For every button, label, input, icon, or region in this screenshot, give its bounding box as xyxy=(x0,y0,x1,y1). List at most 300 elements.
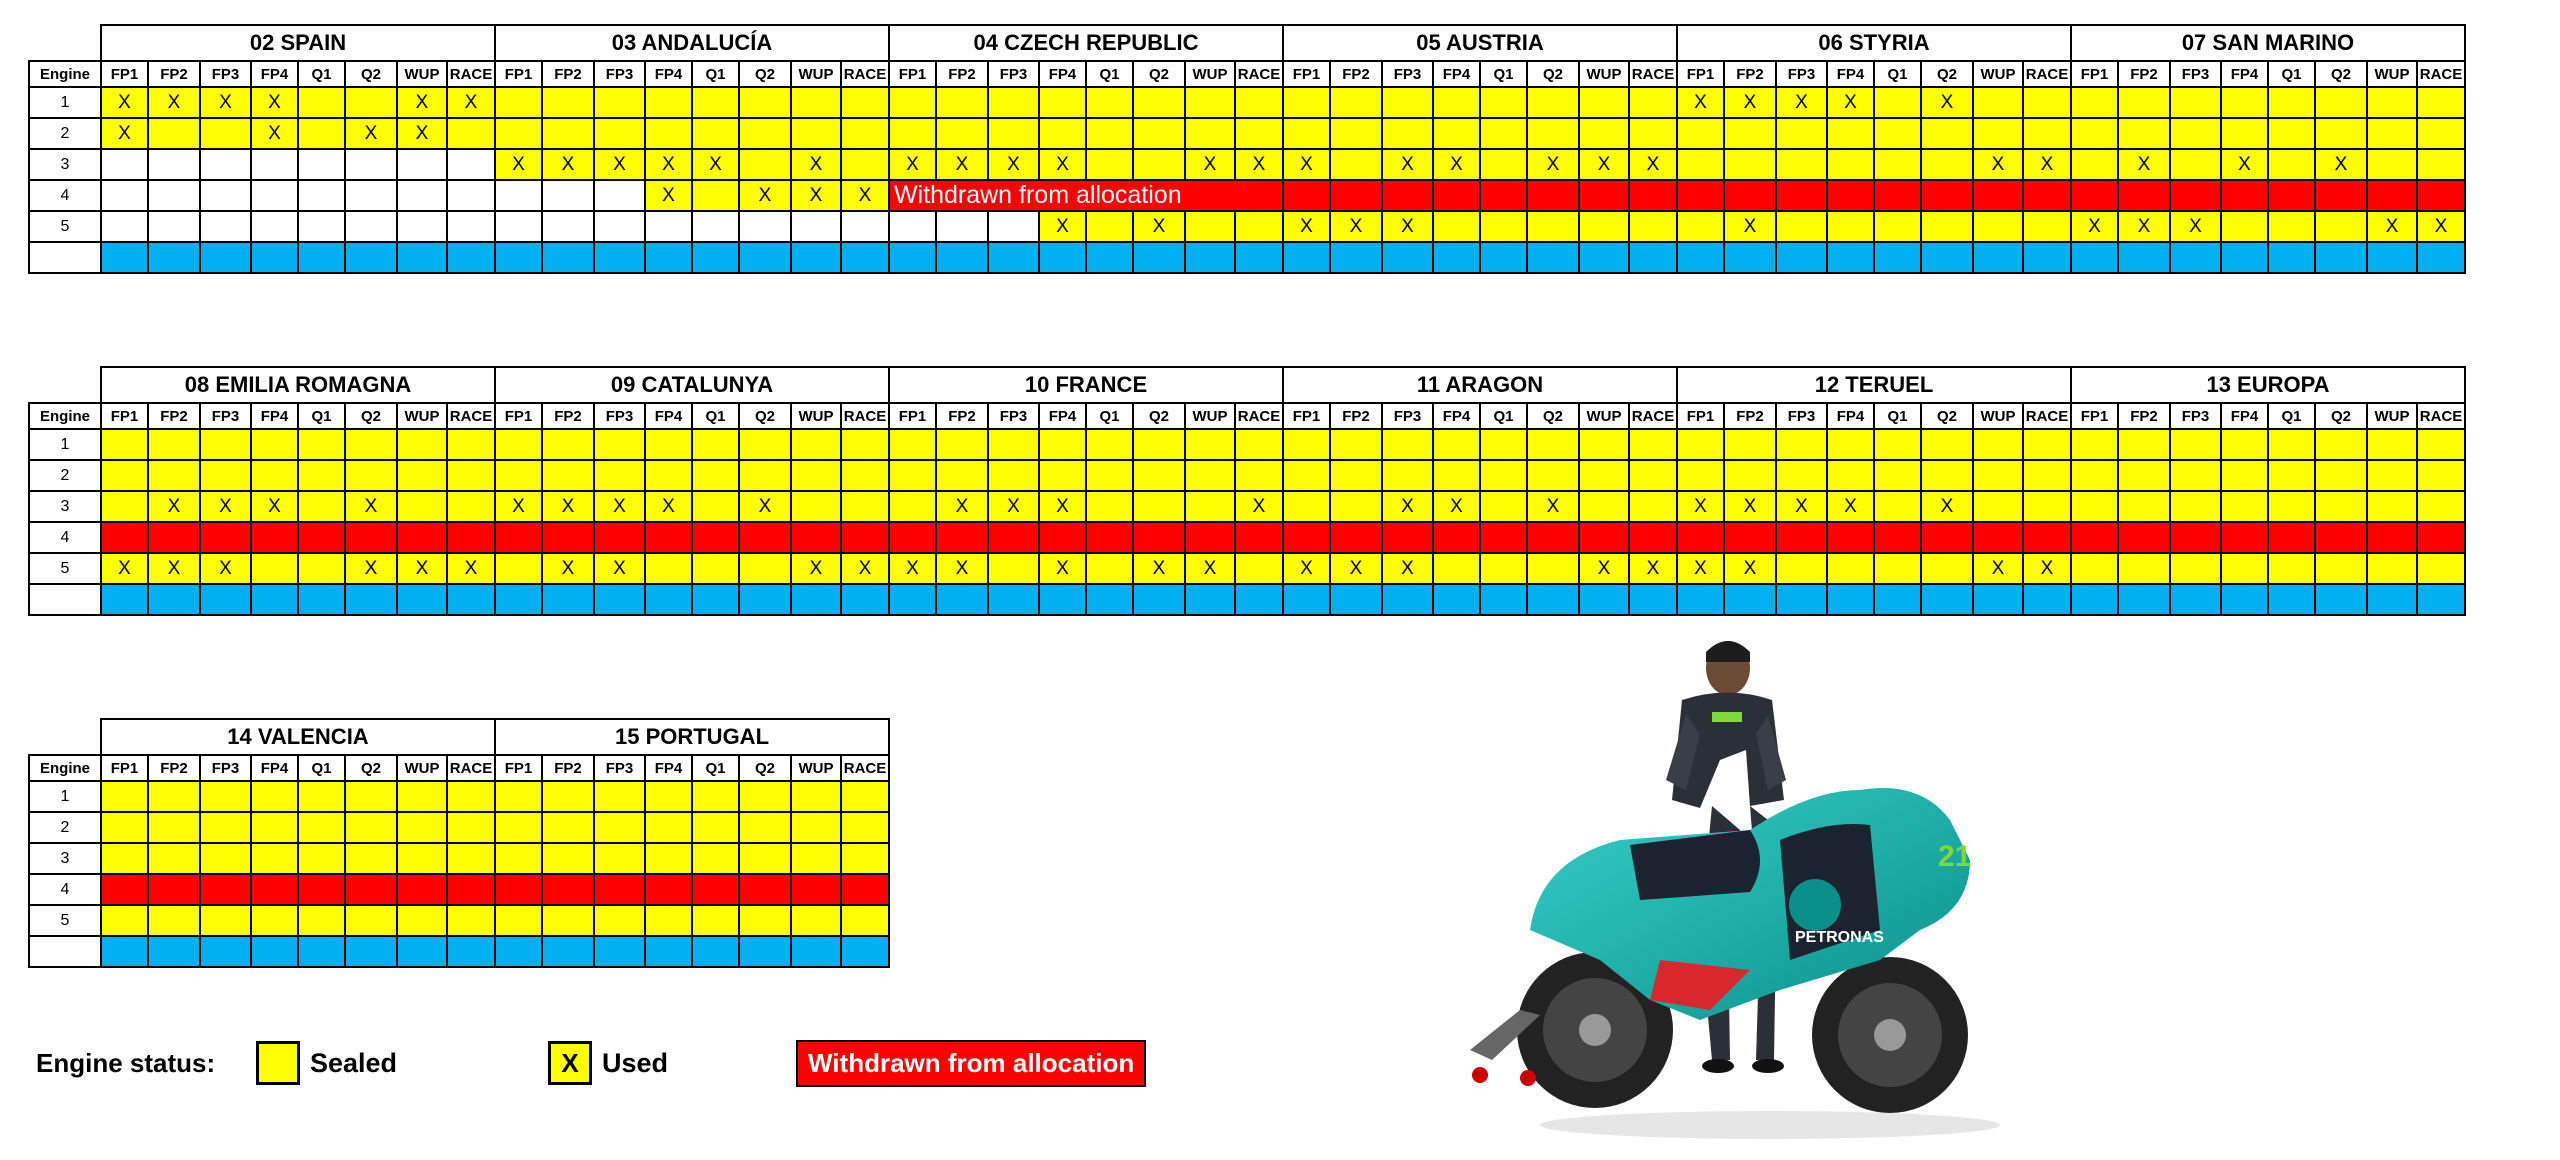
engine-session-cell xyxy=(2315,429,2367,460)
engine-session-cell xyxy=(594,211,645,242)
engine-session-cell: X xyxy=(791,553,841,584)
engine-row xyxy=(29,149,2465,180)
footer-cell xyxy=(298,936,345,967)
engine-session-cell xyxy=(542,87,594,118)
engine-session-cell xyxy=(1874,87,1921,118)
session-header: RACE xyxy=(1235,403,1283,429)
engine-session-cell xyxy=(251,812,298,843)
engine-row xyxy=(29,491,2465,522)
engine-session-cell xyxy=(692,180,739,211)
footer-cell xyxy=(1433,584,1480,615)
session-header: FP4 xyxy=(251,61,298,87)
engine-session-cell xyxy=(1776,149,1827,180)
engine-session-cell xyxy=(1827,118,1874,149)
engine-session-cell: X xyxy=(1527,149,1579,180)
session-header: Q2 xyxy=(739,403,791,429)
engine-session-cell xyxy=(251,460,298,491)
engine-session-cell xyxy=(841,460,889,491)
session-header: Q1 xyxy=(1086,403,1133,429)
session-header: FP2 xyxy=(1330,403,1382,429)
engine-session-cell: X xyxy=(1579,149,1629,180)
engine-session-cell xyxy=(397,491,447,522)
engine-session-cell xyxy=(2315,522,2367,553)
engine-session-cell xyxy=(1039,522,1086,553)
engine-session-cell xyxy=(1724,118,1776,149)
engine-session-cell xyxy=(345,460,397,491)
engine-session-cell xyxy=(739,118,791,149)
engine-session-cell xyxy=(791,905,841,936)
engine-session-cell: X xyxy=(101,87,148,118)
engine-session-cell xyxy=(1827,429,1874,460)
engine-session-cell xyxy=(1776,180,1827,211)
engine-session-cell xyxy=(889,460,936,491)
engine-session-cell xyxy=(1921,553,1973,584)
engine-session-cell xyxy=(1039,429,1086,460)
engine-session-cell xyxy=(1579,211,1629,242)
footer-cell xyxy=(101,584,148,615)
session-header: Q2 xyxy=(1921,61,1973,87)
engine-session-cell xyxy=(2118,460,2170,491)
engine-session-cell xyxy=(397,905,447,936)
footer-cell xyxy=(1724,242,1776,273)
engine-session-cell xyxy=(1874,118,1921,149)
footer-cell xyxy=(1480,242,1527,273)
engine-session-cell xyxy=(200,211,251,242)
engine-session-cell xyxy=(936,87,988,118)
engine-session-cell: X xyxy=(1724,553,1776,584)
engine-session-cell xyxy=(692,905,739,936)
engine-session-cell xyxy=(692,118,739,149)
engine-session-cell xyxy=(1677,180,1724,211)
engine-number-label: 3 xyxy=(29,491,101,522)
footer-cell xyxy=(2417,584,2465,615)
session-header: FP2 xyxy=(542,403,594,429)
session-header: RACE xyxy=(2023,403,2071,429)
engine-session-cell: X xyxy=(988,149,1039,180)
engine-session-cell xyxy=(447,874,495,905)
footer-cell xyxy=(2170,584,2221,615)
engine-session-cell xyxy=(936,460,988,491)
footer-cell xyxy=(645,584,692,615)
engine-session-cell xyxy=(1283,87,1330,118)
engine-session-cell xyxy=(2118,429,2170,460)
engine-session-cell xyxy=(1776,429,1827,460)
engine-session-cell xyxy=(2315,87,2367,118)
engine-session-cell xyxy=(739,843,791,874)
engine-session-cell xyxy=(101,211,148,242)
session-header: FP3 xyxy=(988,61,1039,87)
engine-session-cell xyxy=(200,180,251,211)
engine-session-cell: X xyxy=(251,491,298,522)
engine-session-cell xyxy=(495,874,542,905)
engine-session-cell xyxy=(1330,87,1382,118)
engine-session-cell xyxy=(2417,118,2465,149)
engine-session-cell: X xyxy=(791,149,841,180)
engine-number-label xyxy=(29,242,101,273)
engine-session-cell xyxy=(1133,491,1185,522)
engine-row xyxy=(29,874,889,905)
engine-session-cell xyxy=(2023,118,2071,149)
footer-cell xyxy=(1330,584,1382,615)
footer-cell xyxy=(2118,242,2170,273)
round-title: 09 CATALUNYA xyxy=(495,367,889,403)
engine-session-cell xyxy=(1921,180,1973,211)
engine-session-cell xyxy=(2221,211,2268,242)
engine-session-cell: X xyxy=(345,491,397,522)
engine-session-cell xyxy=(2170,149,2221,180)
engine-session-cell: X xyxy=(1921,491,1973,522)
engine-session-cell xyxy=(2367,553,2417,584)
engine-session-cell xyxy=(2118,118,2170,149)
engine-session-cell xyxy=(1382,118,1433,149)
engine-session-cell xyxy=(889,118,936,149)
engine-session-cell xyxy=(542,812,594,843)
engine-session-cell xyxy=(1629,87,1677,118)
engine-session-cell xyxy=(594,905,645,936)
engine-session-cell xyxy=(1527,180,1579,211)
session-header: FP3 xyxy=(594,61,645,87)
session-header: FP1 xyxy=(2071,61,2118,87)
engine-row xyxy=(29,242,2465,273)
engine-session-cell xyxy=(148,211,200,242)
engine-session-cell xyxy=(298,87,345,118)
footer-cell xyxy=(2071,242,2118,273)
session-header: FP4 xyxy=(251,403,298,429)
engine-session-cell xyxy=(298,118,345,149)
engine-session-cell xyxy=(495,180,542,211)
engine-session-cell xyxy=(200,812,251,843)
engine-session-cell: X xyxy=(1973,149,2023,180)
engine-row xyxy=(29,211,2465,242)
engine-session-cell xyxy=(1185,460,1235,491)
footer-cell xyxy=(298,242,345,273)
footer-cell xyxy=(1874,584,1921,615)
engine-status-legend-title: Engine status: xyxy=(36,1047,216,1078)
engine-session-cell: X xyxy=(841,180,889,211)
footer-cell xyxy=(2367,242,2417,273)
engine-session-cell xyxy=(791,812,841,843)
engine-session-cell xyxy=(1776,460,1827,491)
engine-session-cell xyxy=(889,522,936,553)
session-header: WUP xyxy=(791,755,841,781)
engine-session-cell xyxy=(739,812,791,843)
footer-cell xyxy=(988,584,1039,615)
engine-session-cell xyxy=(1677,149,1724,180)
session-header: RACE xyxy=(1629,403,1677,429)
engine-session-cell xyxy=(1527,460,1579,491)
engine-session-cell: X xyxy=(397,87,447,118)
engine-session-cell xyxy=(1677,460,1724,491)
round-title: 11 ARAGON xyxy=(1283,367,1677,403)
footer-cell xyxy=(739,936,791,967)
engine-session-cell xyxy=(1629,429,1677,460)
engine-session-cell xyxy=(841,149,889,180)
round-title: 08 EMILIA ROMAGNA xyxy=(101,367,495,403)
engine-session-cell xyxy=(988,460,1039,491)
footer-cell xyxy=(594,584,645,615)
session-header: FP3 xyxy=(988,403,1039,429)
engine-session-cell xyxy=(1283,180,1330,211)
engine-session-cell xyxy=(594,781,645,812)
footer-cell xyxy=(1629,242,1677,273)
engine-session-cell xyxy=(2118,87,2170,118)
round-title: 05 AUSTRIA xyxy=(1283,25,1677,61)
footer-cell xyxy=(2268,242,2315,273)
engine-session-cell xyxy=(1133,429,1185,460)
engine-session-cell xyxy=(101,874,148,905)
footer-cell xyxy=(1480,584,1527,615)
engine-session-cell: X xyxy=(397,553,447,584)
footer-cell xyxy=(1677,242,1724,273)
engine-session-cell xyxy=(1874,522,1921,553)
engine-session-cell: X xyxy=(2170,211,2221,242)
engine-session-cell xyxy=(1527,429,1579,460)
session-header: FP1 xyxy=(889,403,936,429)
engine-session-cell: X xyxy=(988,491,1039,522)
footer-cell xyxy=(251,936,298,967)
engine-session-cell xyxy=(1480,491,1527,522)
engine-session-cell xyxy=(251,522,298,553)
engine-session-cell xyxy=(397,843,447,874)
session-header: Q2 xyxy=(2315,403,2367,429)
footer-cell xyxy=(889,242,936,273)
engine-session-cell xyxy=(495,781,542,812)
engine-session-cell xyxy=(2417,553,2465,584)
engine-session-cell xyxy=(2023,87,2071,118)
engine-session-cell: X xyxy=(1629,149,1677,180)
engine-session-cell xyxy=(397,149,447,180)
engine-session-cell xyxy=(1921,118,1973,149)
engine-session-cell: X xyxy=(739,491,791,522)
engine-session-cell xyxy=(594,87,645,118)
engine-session-cell xyxy=(692,843,739,874)
engine-session-cell xyxy=(2071,522,2118,553)
engine-session-cell xyxy=(2221,491,2268,522)
footer-cell xyxy=(692,584,739,615)
engine-session-cell xyxy=(841,781,889,812)
engine-session-cell xyxy=(2315,180,2367,211)
session-header: FP4 xyxy=(1827,403,1874,429)
engine-session-cell xyxy=(692,781,739,812)
engine-session-cell: X xyxy=(101,118,148,149)
engine-session-cell xyxy=(1724,522,1776,553)
session-header: Q2 xyxy=(1133,403,1185,429)
session-header: FP3 xyxy=(594,755,645,781)
engine-session-cell xyxy=(251,874,298,905)
footer-cell xyxy=(397,936,447,967)
engine-session-cell xyxy=(1086,149,1133,180)
footer-cell xyxy=(2071,584,2118,615)
engine-session-cell xyxy=(1433,429,1480,460)
engine-session-cell xyxy=(2367,118,2417,149)
sealed-label: Sealed xyxy=(310,1047,398,1078)
engine-session-cell xyxy=(542,460,594,491)
engine-session-cell xyxy=(2417,522,2465,553)
engine-session-cell xyxy=(594,118,645,149)
engine-session-cell: X xyxy=(1235,149,1283,180)
engine-number-label: 5 xyxy=(29,905,101,936)
session-header: FP2 xyxy=(1724,403,1776,429)
engine-session-cell xyxy=(1827,149,1874,180)
footer-cell xyxy=(1133,584,1185,615)
session-header: FP4 xyxy=(2221,403,2268,429)
engine-session-cell xyxy=(791,211,841,242)
session-header: WUP xyxy=(1185,61,1235,87)
engine-session-cell xyxy=(200,460,251,491)
engine-session-cell xyxy=(594,429,645,460)
engine-session-cell xyxy=(542,874,594,905)
session-header: Q1 xyxy=(1874,403,1921,429)
footer-cell xyxy=(1283,584,1330,615)
engine-row xyxy=(29,429,2465,460)
engine-number-label: 4 xyxy=(29,522,101,553)
footer-cell xyxy=(1921,584,1973,615)
engine-session-cell: X xyxy=(645,491,692,522)
engine-session-cell xyxy=(1629,522,1677,553)
engine-session-cell xyxy=(148,781,200,812)
engine-session-cell xyxy=(841,905,889,936)
footer-cell xyxy=(1330,242,1382,273)
footer-cell xyxy=(594,242,645,273)
engine-session-cell xyxy=(1185,522,1235,553)
engine-session-cell xyxy=(298,460,345,491)
engine-session-cell: X xyxy=(1185,553,1235,584)
engine-session-cell xyxy=(345,905,397,936)
engine-session-cell xyxy=(200,905,251,936)
engine-session-cell xyxy=(1086,118,1133,149)
engine-session-cell xyxy=(447,180,495,211)
engine-session-cell: X xyxy=(1677,491,1724,522)
engine-session-cell: X xyxy=(397,118,447,149)
engine-session-cell: X xyxy=(495,491,542,522)
engine-session-cell xyxy=(397,522,447,553)
engine-row xyxy=(29,843,889,874)
footer-cell xyxy=(2417,242,2465,273)
engine-session-cell xyxy=(2118,522,2170,553)
footer-cell xyxy=(1086,584,1133,615)
engine-session-cell xyxy=(2417,87,2465,118)
engine-session-cell: X xyxy=(1330,211,1382,242)
engine-session-cell xyxy=(1039,118,1086,149)
engine-table-block-1 xyxy=(28,24,2466,274)
engine-session-cell xyxy=(2221,460,2268,491)
table-corner xyxy=(29,719,101,755)
footer-cell xyxy=(1579,242,1629,273)
engine-session-cell xyxy=(841,118,889,149)
engine-session-cell xyxy=(645,874,692,905)
engine-session-cell xyxy=(2315,118,2367,149)
engine-session-cell xyxy=(791,429,841,460)
session-header: FP1 xyxy=(495,61,542,87)
engine-session-cell xyxy=(298,522,345,553)
footer-cell xyxy=(889,584,936,615)
round-title: 10 FRANCE xyxy=(889,367,1283,403)
engine-session-cell xyxy=(2315,211,2367,242)
session-header: FP1 xyxy=(1283,61,1330,87)
footer-cell xyxy=(2315,584,2367,615)
engine-session-cell xyxy=(645,812,692,843)
engine-session-cell: X xyxy=(889,149,936,180)
engine-session-cell xyxy=(298,211,345,242)
engine-session-cell xyxy=(1724,149,1776,180)
engine-session-cell xyxy=(988,429,1039,460)
engine-session-cell: X xyxy=(251,87,298,118)
engine-session-cell xyxy=(251,211,298,242)
footer-cell xyxy=(200,242,251,273)
engine-session-cell xyxy=(988,553,1039,584)
engine-session-cell xyxy=(345,180,397,211)
engine-session-cell: X xyxy=(1677,553,1724,584)
engine-session-cell: X xyxy=(1724,491,1776,522)
session-header: WUP xyxy=(791,61,841,87)
engine-session-cell xyxy=(739,460,791,491)
session-header: FP4 xyxy=(645,403,692,429)
engine-session-cell xyxy=(1235,460,1283,491)
footer-cell xyxy=(1677,584,1724,615)
engine-session-cell xyxy=(2023,180,2071,211)
engine-table-block-2 xyxy=(28,366,2466,616)
engine-session-cell xyxy=(1086,429,1133,460)
engine-session-cell xyxy=(298,874,345,905)
engine-session-cell: X xyxy=(101,553,148,584)
footer-cell xyxy=(447,242,495,273)
engine-session-cell: X xyxy=(841,553,889,584)
engine-session-cell xyxy=(1874,180,1921,211)
engine-session-cell xyxy=(2170,118,2221,149)
engine-session-cell xyxy=(1133,118,1185,149)
engine-session-cell xyxy=(739,149,791,180)
engine-session-cell xyxy=(2071,429,2118,460)
session-header: WUP xyxy=(397,755,447,781)
footer-cell xyxy=(251,242,298,273)
engine-session-cell xyxy=(841,522,889,553)
engine-session-cell xyxy=(1283,460,1330,491)
engine-session-cell xyxy=(1527,553,1579,584)
round-title: 15 PORTUGAL xyxy=(495,719,889,755)
session-header: FP2 xyxy=(542,61,594,87)
session-header: FP1 xyxy=(1677,61,1724,87)
engine-session-cell xyxy=(841,211,889,242)
engine-session-cell xyxy=(345,781,397,812)
footer-cell xyxy=(1827,584,1874,615)
engine-number-label: 5 xyxy=(29,211,101,242)
engine-session-cell xyxy=(447,522,495,553)
engine-session-cell xyxy=(298,553,345,584)
round-title: 07 SAN MARINO xyxy=(2071,25,2465,61)
engine-session-cell xyxy=(2118,553,2170,584)
engine-session-cell: X xyxy=(200,491,251,522)
footer-cell xyxy=(2023,242,2071,273)
engine-session-cell xyxy=(2367,522,2417,553)
session-header: Q1 xyxy=(298,61,345,87)
engine-session-cell xyxy=(841,87,889,118)
footer-cell xyxy=(1629,584,1677,615)
engine-session-cell xyxy=(2315,553,2367,584)
engine-session-cell xyxy=(1480,87,1527,118)
engine-session-cell xyxy=(1579,460,1629,491)
session-header: WUP xyxy=(2367,403,2417,429)
engine-session-cell xyxy=(791,781,841,812)
engine-session-cell xyxy=(1133,149,1185,180)
engine-session-cell xyxy=(1527,211,1579,242)
footer-cell xyxy=(739,584,791,615)
engine-session-cell: X xyxy=(1133,211,1185,242)
engine-session-cell xyxy=(2170,87,2221,118)
engine-session-cell xyxy=(1921,522,1973,553)
engine-session-cell xyxy=(1677,429,1724,460)
session-header: FP3 xyxy=(200,755,251,781)
engine-session-cell xyxy=(739,905,791,936)
